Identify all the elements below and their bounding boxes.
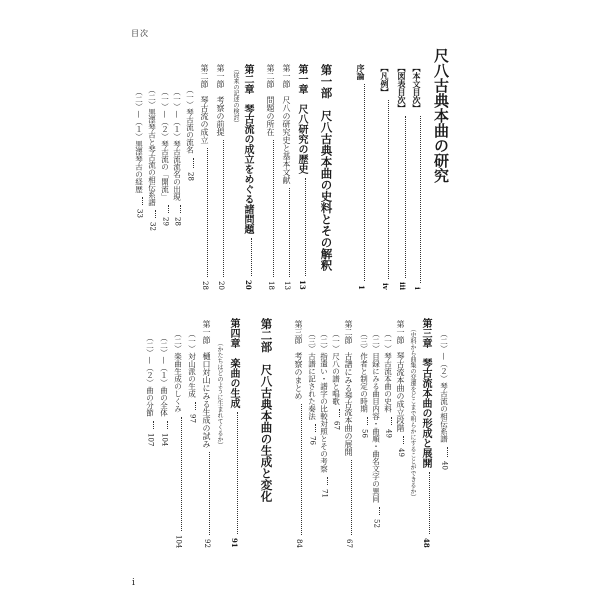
toc-item-3-2-2[interactable]: （二）指遣い・譜字の比較対照とその考察 71 xyxy=(319,330,329,498)
toc-item-3-2-1[interactable]: （一）尺八の譜と唱歌 67 xyxy=(331,330,341,430)
book-title: 尺八古典本曲の研究 xyxy=(432,48,450,183)
toc-item-3-1-2[interactable]: （二）目録にみる曲目内容・曲順・曲名文字の異同 52 xyxy=(371,330,381,528)
part1-title: 第一部 尺八古典本曲の史料とその解釈 xyxy=(319,64,334,271)
toc-section-2-1[interactable]: 第一節 考察の前提 20 xyxy=(216,64,225,290)
toc-item-4-1-2b[interactable]: （二）—（２）曲の分節 107 xyxy=(145,334,155,446)
toc-section-4-1[interactable]: 第一節 樋口対山にみる生成の試み 92 xyxy=(202,320,211,548)
chapter-3-subtitle: （史料から曲集の変遷をどこまで明らかにすることができるか） xyxy=(409,326,416,500)
page-number: i xyxy=(132,578,135,588)
toc-chapter-3[interactable]: 第三章 琴古流本曲の形成と展開 48 xyxy=(420,318,431,548)
toc-chapter-1[interactable]: 第一章 尺八研究の歴史 13 xyxy=(296,64,307,290)
toc-item-3-1-1[interactable]: （一）琴古流本曲の史料 49 xyxy=(383,330,393,438)
toc-section-2-2[interactable]: 第二節 琴古流の成立 28 xyxy=(200,64,209,290)
toc-item-3-2-3[interactable]: （三）古譜に記された奏法 76 xyxy=(307,330,317,445)
toc-section-1-2[interactable]: 第二節 問題の所在 18 xyxy=(266,64,275,290)
toc-entry-figures[interactable]: 【図表目次】 iii xyxy=(397,64,407,290)
chapter-2-subtitle: （従来の記述の検討） xyxy=(232,66,239,126)
toc-item-2-2-1[interactable]: （一）琴古流の流名 28 xyxy=(185,86,195,181)
toc-entry-main-toc[interactable]: 【本文目次】 i xyxy=(412,64,422,290)
toc-entry-notes[interactable]: 【凡例】 iv xyxy=(380,64,390,290)
toc-item-4-1-1[interactable]: （一）対山派の生成 97 xyxy=(187,330,197,423)
toc-section-3-3[interactable]: 第三節 考察のまとめ 84 xyxy=(294,320,303,548)
toc-section-3-1[interactable]: 第一節 琴古流本曲の成立段階 49 xyxy=(396,320,405,457)
chapter-4-subtitle: （かたちはどのように生まれてくるか） xyxy=(216,340,223,448)
toc-item-3-1-3[interactable]: （三）作者と制定の時期 56 xyxy=(359,330,369,438)
toc-item-2-2-2b[interactable]: （二）—（２）琴古流の相伝系譜 40 xyxy=(439,330,449,470)
toc-section-1-1[interactable]: 第一節 尺八の研究史と基本文献 13 xyxy=(282,64,291,290)
toc-item-2-2-1a[interactable]: （一）—（１）琴古流流名の出現 28 xyxy=(172,88,182,226)
toc-chapter-2[interactable]: 第二章 琴古流の成立をめぐる諸問題 20 xyxy=(242,64,253,290)
toc-item-4-1-2[interactable]: （二）楽曲生成のしくみ 104 xyxy=(173,330,183,548)
toc-item-2-2-2a[interactable]: （二）—（１）黒澤琴古の経歴 33 xyxy=(134,88,144,218)
part2-title: 第二部 尺八古典本曲の生成と変化 xyxy=(259,318,274,502)
toc-item-4-1-2a[interactable]: （二）—（１）曲の全体 104 xyxy=(159,334,169,446)
toc-item-2-2-2[interactable]: （二）黒澤琴古と琴古流の相伝系譜 32 xyxy=(147,86,157,231)
toc-entry-introduction[interactable]: 序論 1 xyxy=(356,64,366,290)
running-header: 目次 xyxy=(131,29,149,38)
toc-item-2-2-1b[interactable]: （一）—（２）琴古流の「開流」 29 xyxy=(160,88,170,226)
toc-chapter-4[interactable]: 第四章 楽曲の生成 91 xyxy=(228,318,239,548)
toc-section-3-2[interactable]: 第二節 古譜にみる琴古流本曲の展開 67 xyxy=(344,320,353,548)
